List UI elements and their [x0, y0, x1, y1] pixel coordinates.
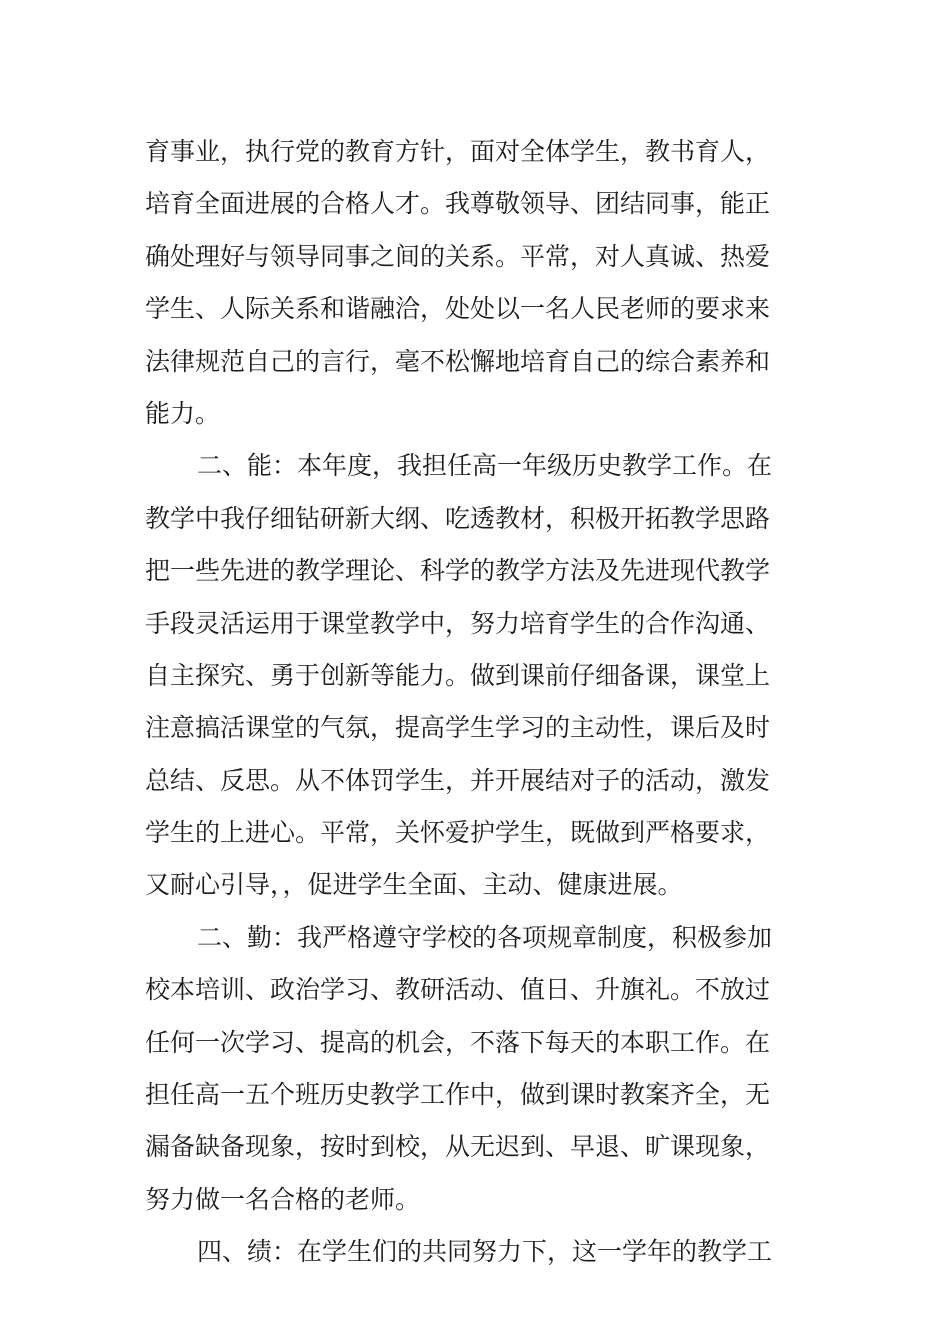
text-line: 担任高一五个班历史教学工作中，做到课时教案齐全，无 — [145, 1080, 771, 1110]
text-line: 确处理好与领导同事之间的关系。平常，对人真诚、热爱 — [145, 241, 771, 271]
text-line: 校本培训、政治学习、教研活动、值日、升旗礼。不放过 — [145, 975, 771, 1005]
paragraph-start-line: 四、绩：在学生们的共同努力下，这一学年的教学工 — [197, 1237, 773, 1267]
text-line: 把一些先进的教学理论、科学的教学方法及先进现代教学 — [145, 556, 771, 586]
text-line: 又耐心引导，，促进学生全面、主动、健康进展。 — [145, 870, 683, 900]
text-line: 育事业，执行党的教育方针，面对全体学生，教书育人， — [145, 137, 771, 166]
text-line: 能力。 — [145, 398, 221, 428]
text-line: 努力做一名合格的老师。 — [145, 1184, 421, 1214]
text-line: 手段灵活运用于课堂教学中，努力培育学生的合作沟通、 — [145, 608, 771, 638]
text-line: 注意搞活课堂的气氛，提高学生学习的主动性，课后及时 — [145, 713, 771, 743]
text-line: 法律规范自己的言行，毫不松懈地培育自己的综合素养和 — [145, 346, 771, 376]
text-line: 教学中我仔细钻研新大纲、吃透教材，积极开拓教学思路 — [145, 503, 771, 533]
paragraph-start-line: 二、勤：我严格遵守学校的各项规章制度，积极参加 — [197, 922, 773, 952]
paragraph-start-line: 二、能：本年度，我担任高一年级历史教学工作。在 — [197, 451, 773, 481]
text-line: 学生、人际关系和谐融洽，处处以一名人民老师的要求来 — [145, 294, 771, 324]
text-line: 自主探究、勇于创新等能力。做到课前仔细备课，课堂上 — [145, 660, 771, 690]
text-line: 漏备缺备现象，按时到校，从无迟到、早退、旷课现象， — [145, 1132, 771, 1162]
text-line: 总结、反思。从不体罚学生，并开展结对子的活动，激发 — [145, 765, 771, 795]
document-body — [145, 126, 810, 1279]
text-line: 学生的上进心。平常，关怀爱护学生，既做到严格要求， — [145, 818, 771, 848]
text-line: 培育全面进展的合格人才。我尊敬领导、团结同事，能正 — [145, 189, 771, 219]
text-line: 任何一次学习、提高的机会，不落下每天的本职工作。在 — [145, 1027, 771, 1057]
